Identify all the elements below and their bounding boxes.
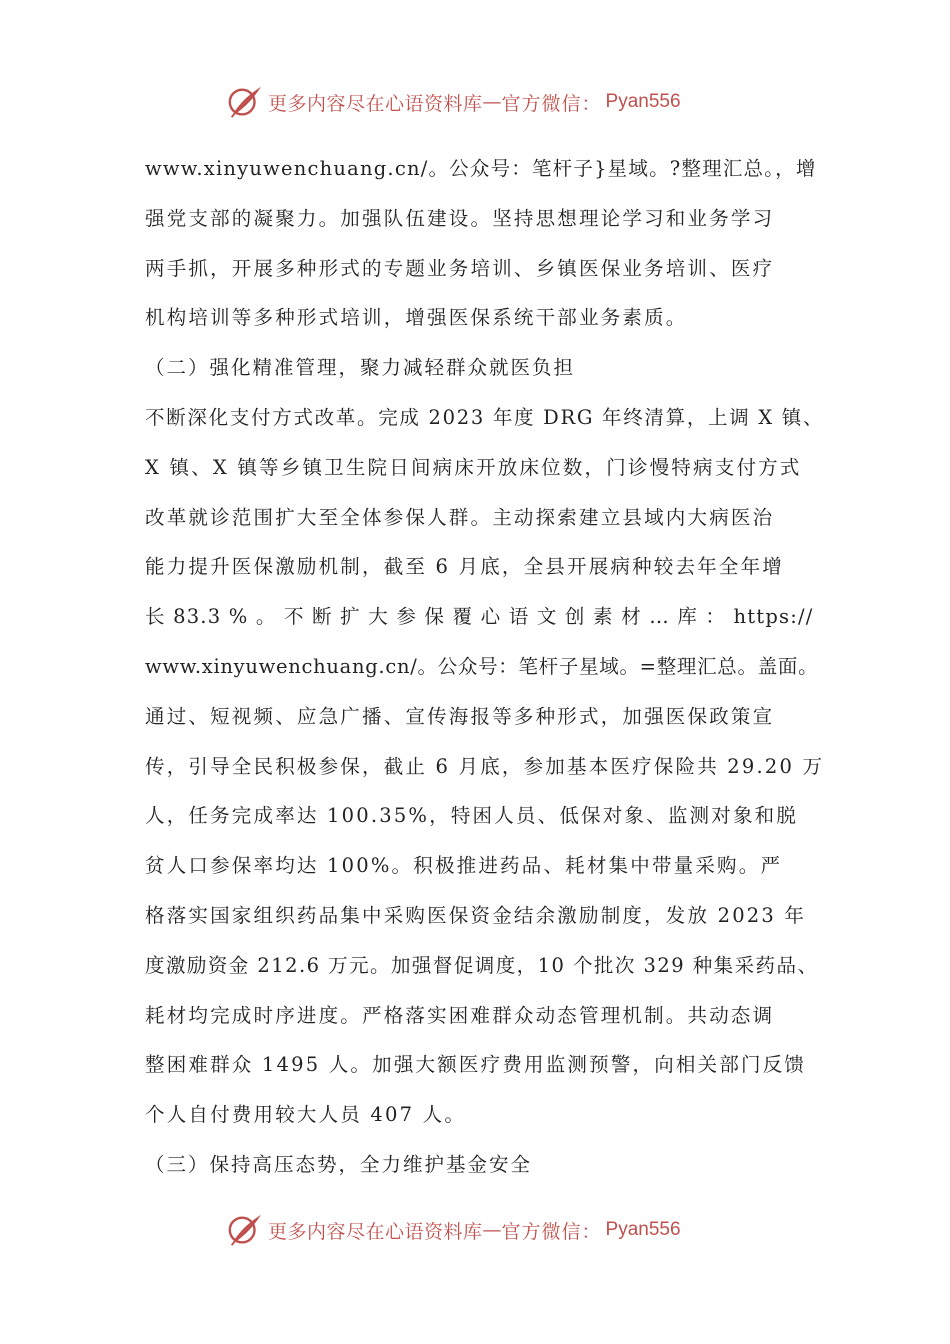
quill-pen-logo-icon bbox=[226, 1211, 264, 1249]
text-line: 不断深化支付方式改革。完成 2023 年度 DRG 年终清算，上调 X 镇、 bbox=[145, 405, 825, 429]
quill-pen-logo-icon bbox=[226, 83, 264, 121]
banner-wechat-id: Pyan556 bbox=[605, 1219, 681, 1240]
text-line: 格落实国家组织药品集中采购医保资金结余激励制度，发放 2023 年 bbox=[145, 903, 807, 927]
text-line: 个人自付费用较大人员 407 人。 bbox=[145, 1103, 467, 1127]
text-line: www.xinyuwenchuang.cn/。公众号：笔杆子}星域。?整理汇总。，增 bbox=[145, 157, 817, 180]
text-line: 强党支部的凝聚力。加强队伍建设。坚持思想理论学习和业务学习 bbox=[145, 206, 775, 230]
text-line: 传，引导全民积极参保，截止 6 月底，参加基本医疗保险共 29.20 万 bbox=[145, 754, 825, 778]
text-line: www.xinyuwenchuang.cn/。公众号：笔杆子星域。=整理汇总。盖面。 bbox=[145, 654, 819, 678]
text-line: X 镇、X 镇等乡镇卫生院日间病床开放床位数，门诊慢特病支付方式 bbox=[145, 455, 802, 479]
text-line: 度激励资金 212.6 万元。加强督促调度，10 个批次 329 种集采药品、 bbox=[145, 953, 819, 977]
text-line: 两手抓，开展多种形式的专题业务培训、乡镇医保业务培训、医疗 bbox=[145, 256, 775, 280]
text-line: 能力提升医保激励机制，截至 6 月底，全县开展病种较去年全年增 bbox=[145, 555, 785, 579]
text-line: 整困难群众 1495 人。加强大额医疗费用监测预警，向相关部门反馈 bbox=[145, 1053, 807, 1077]
header-banner bbox=[226, 80, 726, 124]
text-line: 人，任务完成率达 100.35%，特困人员、低保对象、监测对象和脱 bbox=[145, 804, 799, 828]
text-line: 贫人口参保率均达 100%。积极推进药品、耗材集中带量采购。严 bbox=[145, 854, 783, 878]
text-line: 耗材均完成时序进度。严格落实困难群众动态管理机制。共动态调 bbox=[145, 1003, 775, 1027]
footer-banner bbox=[226, 1208, 726, 1252]
text-line: 通过、短视频、应急广播、宣传海报等多种形式，加强医保政策宣 bbox=[145, 704, 775, 728]
banner-official-label: 官方微信： bbox=[501, 1220, 602, 1243]
banner-slogan: 更多内容尽在心语资料库 bbox=[268, 1220, 483, 1243]
text-line: 改革就诊范围扩大至全体参保人群。主动探索建立县域内大病医治 bbox=[145, 505, 775, 529]
document-body bbox=[145, 151, 825, 1197]
banner-slogan: 更多内容尽在心语资料库 bbox=[268, 92, 483, 115]
banner-official-label: 官方微信： bbox=[501, 92, 602, 115]
text-line: 长 83.3 % 。 不 断 扩 大 参 保 覆 心 语 文 创 素 材 … 库 ： https:// bbox=[145, 605, 814, 629]
section-heading-2: （二）强化精准管理，聚力减轻群众就医负担 bbox=[145, 356, 576, 380]
banner-dash: — bbox=[482, 1219, 502, 1241]
banner-dash: — bbox=[482, 91, 502, 113]
banner-wechat-id: Pyan556 bbox=[605, 91, 681, 112]
section-heading-3: （三）保持高压态势，全力维护基金安全 bbox=[145, 1152, 533, 1176]
text-line: 机构培训等多种形式培训，增强医保系统干部业务素质。 bbox=[145, 306, 688, 330]
